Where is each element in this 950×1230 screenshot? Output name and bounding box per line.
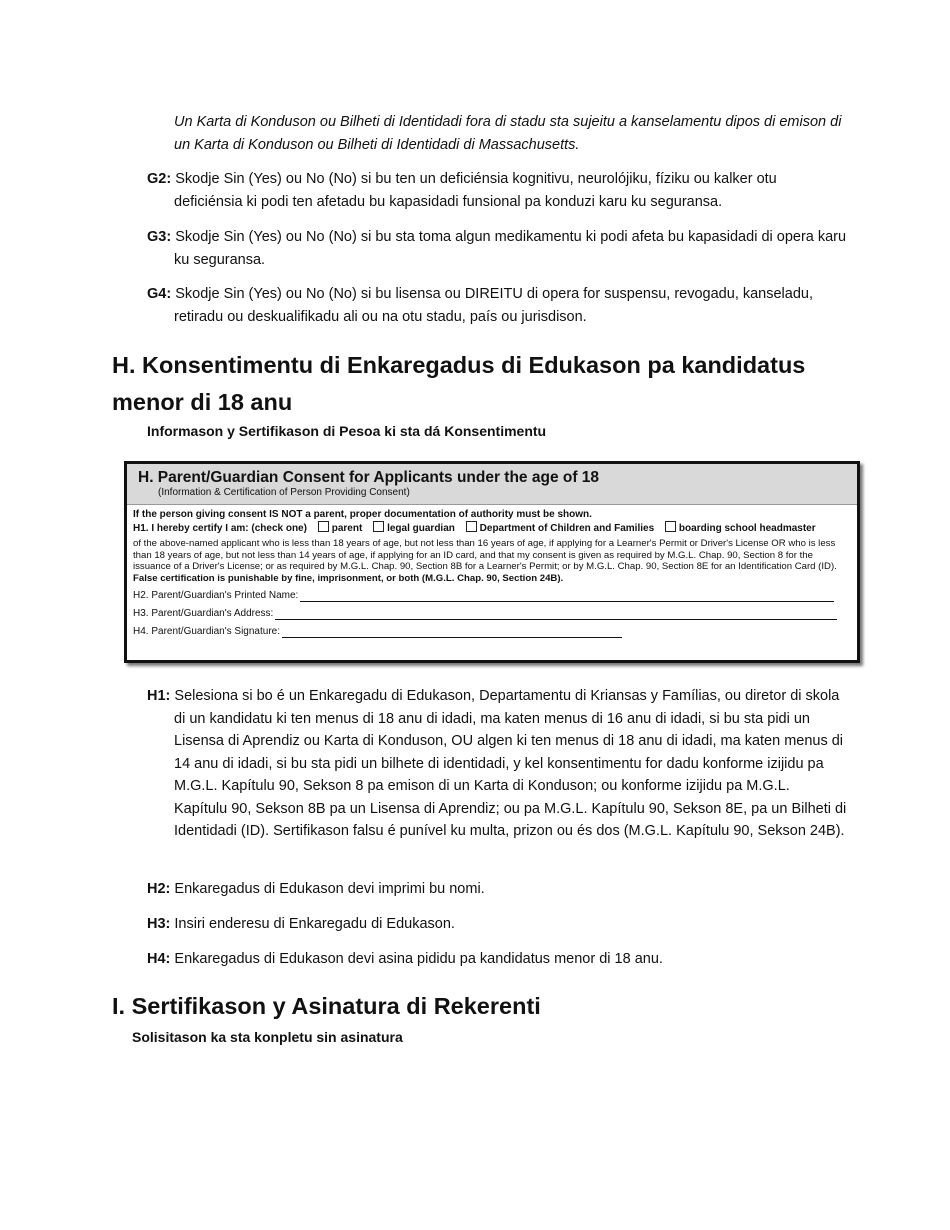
g2-text: Skodje Sin (Yes) ou No (No) si bu ten un deficiénsia kognitivu, neurolójiku, fíziku ou kalker otu deficiénsia ki podi ten afetadu bu kapasidadi funsional pa konduzi karu ku seguransa. <box>174 171 777 210</box>
g2-item <box>147 168 847 213</box>
form-certify-text <box>133 538 851 584</box>
form-body <box>127 505 857 638</box>
form-certify-warning: False certification is punishable by fine, imprisonment, or both (M.G.L. Chap. 90, Section 24B). <box>133 572 564 584</box>
form-notice: If the person giving consent IS NOT a parent, proper documentation of authority must be shown. <box>133 509 592 520</box>
checkbox-boarding-school[interactable] <box>665 521 676 532</box>
form-header <box>127 464 857 505</box>
form-field-address-label: H3. Parent/Guardian's Address: <box>133 608 274 620</box>
checkbox-parent[interactable] <box>318 521 329 532</box>
form-field-name-line[interactable] <box>300 592 834 602</box>
form-field-signature-label: H4. Parent/Guardian's Signature: <box>133 626 280 638</box>
h1-label: H1: <box>147 688 171 704</box>
h2-text: Enkaregadus di Edukason devi imprimi bu nomi. <box>174 881 485 897</box>
section-h-subheading: Informason y Sertifikason di Pesoa ki sta dá Konsentimentu <box>147 423 547 439</box>
form-h1-label: H1. I hereby certify I am: (check one) <box>133 523 307 534</box>
form-field-name <box>133 590 851 602</box>
option-boarding-school: boarding school headmaster <box>678 523 816 534</box>
h1-text: Selesiona si bo é un Enkaregadu di Edukason, Departamentu di Kriansas y Famílias, ou diretor di skola di un kandidatu ki ten menus di 18 anu di idadi, ma katen menus di 16 anu di idadi, si bu sta pidi un Lisensa di Aprendiz ou Karta di Konduson, OU algen ki ten menus di 18 anu di idadi, ma katen menus di 14 anu di idadi, si bu sta pidi un bilhete di identidadi, y kel konsentimentu for dadu konforme izijidu pa M.G.L. Kapítulu 90, Sekson 8 pa emison di un Karta di Konduson; ou konforme izijidu pa M.G.L. Kapítulu 90, Sekson 8B pa un Lisensa di Aprendiz; ou pa M.G.L. Kapítulu 90, Sekson 8E, pa un Bilheti di Identidadi (ID). Sertifikason falsu é punível ku multa, prizon ou és dos (M.G.L. Kapítulu 90, Sekson 24B). <box>174 688 847 839</box>
h4-item <box>147 948 847 971</box>
option-parent: parent <box>331 523 363 534</box>
g4-item <box>147 283 847 328</box>
option-dcf: Department of Children and Families <box>479 523 655 534</box>
h3-text: Insiri enderesu di Enkaregadu di Edukason. <box>174 916 455 932</box>
h4-text: Enkaregadus di Edukason devi asina pididu pa kandidatus menor di 18 anu. <box>174 951 663 967</box>
h1-item <box>147 685 847 843</box>
h2-label: H2: <box>147 881 171 897</box>
form-certify-body: of the above-named applicant who is less than 18 years of age, but not less than 16 years of age, if applying for a Learner's Permit or Driver's License OR who is less than 18 years of age, but not less than 14 years of age, if applying for an ID card, and that my consent is given as required by M.G.L. Chap. 90, Section 8 for the issuance of a Driver's License; or as required by M.G.L. Chap. 90, Section 8B for a Learner's Permit; or by M.G.L. Chap. 90, Section 8E for an Identification Card (ID). <box>133 538 837 573</box>
form-field-address-line[interactable] <box>275 610 837 620</box>
g4-label: G4: <box>147 286 172 302</box>
g3-item <box>147 226 847 271</box>
section-i-heading: I. Sertifikason y Asinatura di Rekerenti <box>112 993 541 1019</box>
form-subtitle: (Information & Certification of Person Providing Consent) <box>158 487 410 498</box>
h4-label: H4: <box>147 951 171 967</box>
h2-item <box>147 878 847 901</box>
g-intro-text: Un Karta di Konduson ou Bilheti di Identidadi fora di stadu sta sujeitu a kanselamentu dipos di emison di un Karta di Konduson ou Bilheti di Identidadi di Massachusetts. <box>174 114 842 153</box>
form-field-signature-line[interactable] <box>282 628 622 638</box>
h3-item <box>147 913 847 936</box>
section-h-heading: H. Konsentimentu di Enkaregadus di Edukason pa kandidatus menor di 18 anu <box>112 352 806 415</box>
option-legal-guardian: legal guardian <box>387 523 455 534</box>
form-field-signature <box>133 626 851 638</box>
consent-form-image <box>124 461 860 663</box>
g2-label: G2: <box>147 171 172 187</box>
form-title: H. Parent/Guardian Consent for Applicants under the age of 18 <box>138 469 600 486</box>
g3-text: Skodje Sin (Yes) ou No (No) si bu sta toma algun medikamentu ki podi afeta bu kapasidadi di opera karu ku seguransa. <box>174 229 847 268</box>
checkbox-dcf[interactable] <box>466 521 477 532</box>
form-field-name-label: H2. Parent/Guardian's Printed Name: <box>133 590 299 602</box>
h3-label: H3: <box>147 916 171 932</box>
form-field-address <box>133 608 851 620</box>
g4-text: Skodje Sin (Yes) ou No (No) si bu lisensa ou DIREITU di opera for suspensu, revogadu, kanseladu, retiradu ou deskualifikadu ali ou na otu stadu, país ou jurisdison. <box>174 286 814 325</box>
section-i-subheading: Solisitason ka sta konpletu sin asinatura <box>132 1029 403 1045</box>
g3-label: G3: <box>147 229 172 245</box>
form-h1-line <box>133 521 851 535</box>
checkbox-legal-guardian[interactable] <box>373 521 384 532</box>
